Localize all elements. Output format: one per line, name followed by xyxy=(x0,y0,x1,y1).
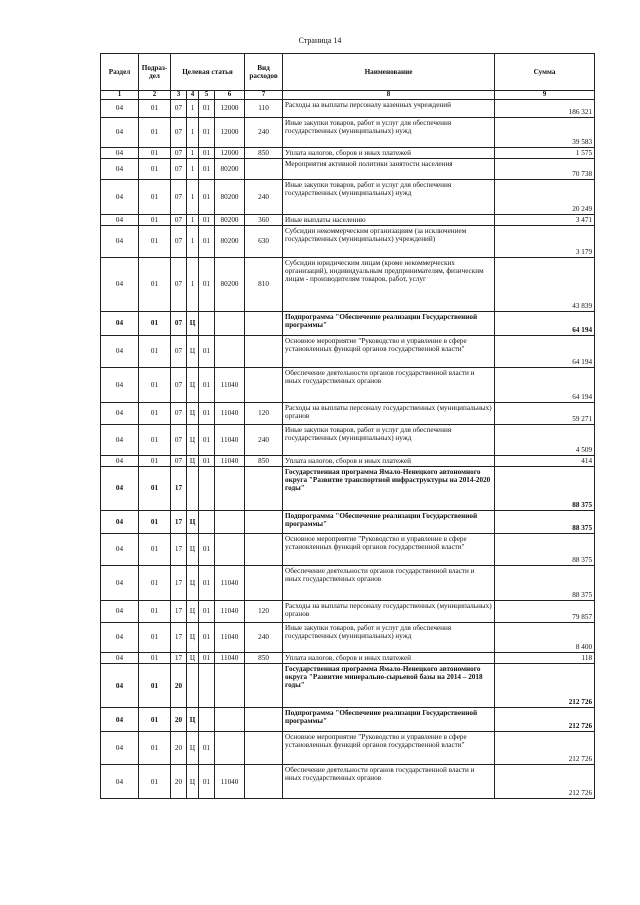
header-name: Наименование xyxy=(283,54,495,91)
header-target: Целевая статья xyxy=(171,54,245,91)
section-code: 04 xyxy=(101,158,139,179)
subsection-code: 01 xyxy=(139,765,171,799)
subprogram-code: 1 xyxy=(187,117,199,147)
direction-code xyxy=(215,511,245,534)
section-code: 04 xyxy=(101,147,139,158)
section-code: 04 xyxy=(101,99,139,117)
subsection-code: 01 xyxy=(139,623,171,653)
row-name: Иные закупки товаров, работ и услуг для обеспечения государственных (муниципальных) нужд xyxy=(283,117,495,147)
table-row xyxy=(101,257,595,311)
subprogram-code: Ц xyxy=(187,653,199,664)
direction-code: 11040 xyxy=(215,765,245,799)
program-code: 07 xyxy=(171,214,187,225)
activity-code: 01 xyxy=(199,99,215,117)
program-code: 17 xyxy=(171,467,187,511)
row-name: Иные закупки товаров, работ и услуг для обеспечения государственных (муниципальных) нужд xyxy=(283,623,495,653)
subsection-code: 01 xyxy=(139,402,171,424)
section-code: 04 xyxy=(101,664,139,708)
row-name: Основное мероприятие "Руководство и управление в сфере установленных функций органов государственной власти" xyxy=(283,335,495,367)
subsection-code: 01 xyxy=(139,566,171,601)
row-name: Уплата налогов, сборов и иных платежей xyxy=(283,147,495,158)
section-code: 04 xyxy=(101,455,139,466)
section-code: 04 xyxy=(101,311,139,335)
row-sum: 118 xyxy=(495,653,595,664)
activity-code: 01 xyxy=(199,534,215,566)
column-number: 8 xyxy=(283,91,495,100)
row-name: Основное мероприятие "Руководство и управление в сфере установленных функций органов государственной власти" xyxy=(283,534,495,566)
row-sum: 414 xyxy=(495,455,595,466)
expense-type-code xyxy=(245,335,283,367)
table-row xyxy=(101,335,595,367)
table-row xyxy=(101,179,595,214)
direction-code: 11040 xyxy=(215,424,245,455)
expense-type-code xyxy=(245,566,283,601)
activity-code: 01 xyxy=(199,566,215,601)
row-sum: 39 583 xyxy=(495,117,595,147)
activity-code: 01 xyxy=(199,653,215,664)
direction-code: 11040 xyxy=(215,601,245,623)
section-code: 04 xyxy=(101,511,139,534)
table-row xyxy=(101,147,595,158)
table-row xyxy=(101,623,595,653)
subsection-code: 01 xyxy=(139,147,171,158)
row-name: Обеспечение деятельности органов государственной власти и иных государственных органов xyxy=(283,765,495,799)
direction-code: 11040 xyxy=(215,623,245,653)
row-sum: 212 726 xyxy=(495,664,595,708)
program-code: 07 xyxy=(171,158,187,179)
section-code: 04 xyxy=(101,214,139,225)
subsection-code: 01 xyxy=(139,653,171,664)
row-name: Расходы на выплаты персоналу казенных учреждений xyxy=(283,99,495,117)
row-sum: 64 194 xyxy=(495,311,595,335)
row-sum: 212 726 xyxy=(495,708,595,732)
subprogram-code: Ц xyxy=(187,765,199,799)
activity-code xyxy=(199,664,215,708)
row-sum: 4 509 xyxy=(495,424,595,455)
program-code: 07 xyxy=(171,367,187,402)
row-name: Иные закупки товаров, работ и услуг для обеспечения государственных (муниципальных) нужд xyxy=(283,179,495,214)
section-code: 04 xyxy=(101,424,139,455)
row-sum: 3 471 xyxy=(495,214,595,225)
program-code: 07 xyxy=(171,179,187,214)
row-name: Иные закупки товаров, работ и услуг для обеспечения государственных (муниципальных) нужд xyxy=(283,424,495,455)
subsection-code: 01 xyxy=(139,601,171,623)
subsection-code: 01 xyxy=(139,311,171,335)
row-name: Субсидии юридическим лицам (кроме некоммерческих организаций), индивидуальным предпринимателям, физическим лицам - производителям товаров, работ, услуг xyxy=(283,257,495,311)
subprogram-code xyxy=(187,467,199,511)
table-row xyxy=(101,99,595,117)
subprogram-code: 1 xyxy=(187,214,199,225)
direction-code: 80200 xyxy=(215,158,245,179)
program-code: 07 xyxy=(171,424,187,455)
row-name: Расходы на выплаты персоналу государственных (муниципальных) органов xyxy=(283,601,495,623)
activity-code: 01 xyxy=(199,367,215,402)
subprogram-code: 1 xyxy=(187,158,199,179)
row-name: Государственная программа Ямало-Ненецкого автономного округа "Развитие транспортной инфраструктуры на 2014-2020 годы" xyxy=(283,467,495,511)
direction-code: 11040 xyxy=(215,653,245,664)
program-code: 17 xyxy=(171,534,187,566)
expense-type-code: 850 xyxy=(245,653,283,664)
subprogram-code: Ц xyxy=(187,455,199,466)
activity-code xyxy=(199,311,215,335)
direction-code: 11040 xyxy=(215,367,245,402)
expense-type-code xyxy=(245,708,283,732)
subsection-code: 01 xyxy=(139,225,171,257)
program-code: 17 xyxy=(171,623,187,653)
table-row xyxy=(101,708,595,732)
section-code: 04 xyxy=(101,623,139,653)
subprogram-code: 1 xyxy=(187,225,199,257)
program-code: 07 xyxy=(171,147,187,158)
expense-type-code xyxy=(245,367,283,402)
row-name: Обеспечение деятельности органов государственной власти и иных государственных органов xyxy=(283,367,495,402)
direction-code: 80200 xyxy=(215,179,245,214)
direction-code: 80200 xyxy=(215,257,245,311)
subsection-code: 01 xyxy=(139,664,171,708)
subsection-code: 01 xyxy=(139,708,171,732)
table-row xyxy=(101,664,595,708)
subsection-code: 01 xyxy=(139,424,171,455)
expense-type-code: 120 xyxy=(245,601,283,623)
header-type: Вид расходов xyxy=(245,54,283,91)
expense-type-code xyxy=(245,765,283,799)
table-row xyxy=(101,311,595,335)
page-label: Страница 14 xyxy=(298,36,342,45)
activity-code: 01 xyxy=(199,732,215,765)
program-code: 20 xyxy=(171,732,187,765)
row-sum: 43 839 xyxy=(495,257,595,311)
row-sum: 8 400 xyxy=(495,623,595,653)
column-number: 3 xyxy=(171,91,187,100)
section-code: 04 xyxy=(101,467,139,511)
section-code: 04 xyxy=(101,601,139,623)
subsection-code: 01 xyxy=(139,455,171,466)
table-row xyxy=(101,117,595,147)
row-name: Основное мероприятие "Руководство и управление в сфере установленных функций органов государственной власти" xyxy=(283,732,495,765)
direction-code: 11040 xyxy=(215,566,245,601)
row-sum: 212 726 xyxy=(495,765,595,799)
subsection-code: 01 xyxy=(139,179,171,214)
table-row xyxy=(101,653,595,664)
subprogram-code: 1 xyxy=(187,147,199,158)
table-row xyxy=(101,511,595,534)
direction-code: 80200 xyxy=(215,225,245,257)
subsection-code: 01 xyxy=(139,511,171,534)
program-code: 07 xyxy=(171,335,187,367)
table-row xyxy=(101,732,595,765)
activity-code: 01 xyxy=(199,455,215,466)
row-sum: 88 375 xyxy=(495,534,595,566)
column-number: 7 xyxy=(245,91,283,100)
column-number: 5 xyxy=(199,91,215,100)
section-code: 04 xyxy=(101,765,139,799)
program-code: 17 xyxy=(171,511,187,534)
subsection-code: 01 xyxy=(139,257,171,311)
row-name: Расходы на выплаты персоналу государственных (муниципальных) органов xyxy=(283,402,495,424)
section-code: 04 xyxy=(101,534,139,566)
program-code: 17 xyxy=(171,653,187,664)
row-sum: 64 194 xyxy=(495,367,595,402)
subsection-code: 01 xyxy=(139,335,171,367)
subprogram-code: Ц xyxy=(187,534,199,566)
program-code: 07 xyxy=(171,117,187,147)
activity-code: 01 xyxy=(199,623,215,653)
subsection-code: 01 xyxy=(139,158,171,179)
expense-type-code xyxy=(245,534,283,566)
direction-code: 11040 xyxy=(215,402,245,424)
section-code: 04 xyxy=(101,732,139,765)
program-code: 20 xyxy=(171,708,187,732)
subprogram-code: Ц xyxy=(187,566,199,601)
direction-code xyxy=(215,311,245,335)
activity-code xyxy=(199,708,215,732)
program-code: 07 xyxy=(171,311,187,335)
direction-code xyxy=(215,732,245,765)
row-sum: 88 375 xyxy=(495,566,595,601)
column-numbering-row xyxy=(101,91,595,100)
expense-type-code: 360 xyxy=(245,214,283,225)
program-code: 20 xyxy=(171,664,187,708)
table-row xyxy=(101,367,595,402)
activity-code: 01 xyxy=(199,158,215,179)
program-code: 20 xyxy=(171,765,187,799)
row-name: Субсидии некоммерческим организациям (за исключением государственных (муниципальных) учреждений) xyxy=(283,225,495,257)
expense-type-code: 850 xyxy=(245,455,283,466)
row-sum: 70 738 xyxy=(495,158,595,179)
row-name: Подпрограмма "Обеспечение реализации Государственной программы" xyxy=(283,511,495,534)
program-code: 07 xyxy=(171,455,187,466)
row-sum: 88 375 xyxy=(495,511,595,534)
direction-code xyxy=(215,534,245,566)
direction-code: 11040 xyxy=(215,455,245,466)
table-row xyxy=(101,534,595,566)
row-name: Подпрограмма "Обеспечение реализации Государственной программы" xyxy=(283,311,495,335)
expense-type-code: 240 xyxy=(245,179,283,214)
column-number: 1 xyxy=(101,91,139,100)
row-sum: 64 194 xyxy=(495,335,595,367)
subsection-code: 01 xyxy=(139,534,171,566)
section-code: 04 xyxy=(101,335,139,367)
section-code: 04 xyxy=(101,257,139,311)
expense-type-code xyxy=(245,664,283,708)
row-name: Уплата налогов, сборов и иных платежей xyxy=(283,455,495,466)
expense-type-code: 850 xyxy=(245,147,283,158)
row-sum: 59 271 xyxy=(495,402,595,424)
row-sum: 212 726 xyxy=(495,732,595,765)
row-sum: 79 857 xyxy=(495,601,595,623)
activity-code: 01 xyxy=(199,147,215,158)
activity-code: 01 xyxy=(199,765,215,799)
direction-code: 12000 xyxy=(215,117,245,147)
direction-code: 12000 xyxy=(215,147,245,158)
row-name: Мероприятия активной политики занятости населения xyxy=(283,158,495,179)
column-number: 2 xyxy=(139,91,171,100)
direction-code: 12000 xyxy=(215,99,245,117)
budget-table xyxy=(100,53,595,799)
section-code: 04 xyxy=(101,708,139,732)
expense-type-code: 810 xyxy=(245,257,283,311)
section-code: 04 xyxy=(101,653,139,664)
section-code: 04 xyxy=(101,367,139,402)
header-subsection: Подраз-дел xyxy=(139,54,171,91)
subprogram-code: Ц xyxy=(187,311,199,335)
expense-type-code: 240 xyxy=(245,623,283,653)
activity-code: 01 xyxy=(199,257,215,311)
table-row xyxy=(101,455,595,466)
column-number: 9 xyxy=(495,91,595,100)
subprogram-code: 1 xyxy=(187,257,199,311)
program-code: 17 xyxy=(171,601,187,623)
expense-type-code xyxy=(245,732,283,765)
subsection-code: 01 xyxy=(139,732,171,765)
table-row xyxy=(101,424,595,455)
section-code: 04 xyxy=(101,566,139,601)
column-number: 6 xyxy=(215,91,245,100)
subprogram-code xyxy=(187,664,199,708)
row-name: Обеспечение деятельности органов государственной власти и иных государственных органов xyxy=(283,566,495,601)
program-code: 07 xyxy=(171,402,187,424)
direction-code: 80200 xyxy=(215,214,245,225)
activity-code: 01 xyxy=(199,225,215,257)
program-code: 07 xyxy=(171,99,187,117)
table-row xyxy=(101,225,595,257)
subsection-code: 01 xyxy=(139,99,171,117)
table-row xyxy=(101,158,595,179)
table-row xyxy=(101,214,595,225)
section-code: 04 xyxy=(101,225,139,257)
subprogram-code: Ц xyxy=(187,601,199,623)
table-row xyxy=(101,601,595,623)
subprogram-code: Ц xyxy=(187,402,199,424)
subprogram-code: Ц xyxy=(187,424,199,455)
activity-code: 01 xyxy=(199,179,215,214)
row-sum: 186 321 xyxy=(495,99,595,117)
expense-type-code xyxy=(245,158,283,179)
activity-code: 01 xyxy=(199,117,215,147)
program-code: 07 xyxy=(171,257,187,311)
expense-type-code xyxy=(245,311,283,335)
expense-type-code: 240 xyxy=(245,424,283,455)
activity-code: 01 xyxy=(199,601,215,623)
row-sum: 88 375 xyxy=(495,467,595,511)
section-code: 04 xyxy=(101,117,139,147)
row-name: Уплата налогов, сборов и иных платежей xyxy=(283,653,495,664)
direction-code xyxy=(215,467,245,511)
subprogram-code: Ц xyxy=(187,511,199,534)
activity-code xyxy=(199,511,215,534)
section-code: 04 xyxy=(101,179,139,214)
table-row xyxy=(101,402,595,424)
expense-type-code: 630 xyxy=(245,225,283,257)
row-name: Государственная программа Ямало-Ненецкого автономного округа "Развитие минерально-сырьевой базы на 2014 – 2018 годы" xyxy=(283,664,495,708)
subprogram-code: 1 xyxy=(187,179,199,214)
row-sum: 20 249 xyxy=(495,179,595,214)
subprogram-code: 1 xyxy=(187,99,199,117)
subsection-code: 01 xyxy=(139,214,171,225)
table-row xyxy=(101,566,595,601)
expense-type-code: 110 xyxy=(245,99,283,117)
direction-code xyxy=(215,708,245,732)
table-row xyxy=(101,765,595,799)
section-code: 04 xyxy=(101,402,139,424)
direction-code xyxy=(215,335,245,367)
expense-type-code xyxy=(245,467,283,511)
subprogram-code: Ц xyxy=(187,708,199,732)
subprogram-code: Ц xyxy=(187,732,199,765)
row-name: Подпрограмма "Обеспечение реализации Государственной программы" xyxy=(283,708,495,732)
row-name: Иные выплаты населению xyxy=(283,214,495,225)
program-code: 07 xyxy=(171,225,187,257)
program-code: 17 xyxy=(171,566,187,601)
subprogram-code: Ц xyxy=(187,335,199,367)
expense-type-code: 240 xyxy=(245,117,283,147)
expense-type-code xyxy=(245,511,283,534)
subsection-code: 01 xyxy=(139,367,171,402)
activity-code: 01 xyxy=(199,424,215,455)
activity-code: 01 xyxy=(199,402,215,424)
activity-code: 01 xyxy=(199,214,215,225)
subsection-code: 01 xyxy=(139,467,171,511)
activity-code: 01 xyxy=(199,335,215,367)
column-number: 4 xyxy=(187,91,199,100)
subprogram-code: Ц xyxy=(187,623,199,653)
subprogram-code: Ц xyxy=(187,367,199,402)
row-sum: 3 179 xyxy=(495,225,595,257)
activity-code xyxy=(199,467,215,511)
header-section: Раздел xyxy=(101,54,139,91)
direction-code xyxy=(215,664,245,708)
subsection-code: 01 xyxy=(139,117,171,147)
row-sum: 1 575 xyxy=(495,147,595,158)
table-row xyxy=(101,467,595,511)
header-sum: Сумма xyxy=(495,54,595,91)
expense-type-code: 120 xyxy=(245,402,283,424)
